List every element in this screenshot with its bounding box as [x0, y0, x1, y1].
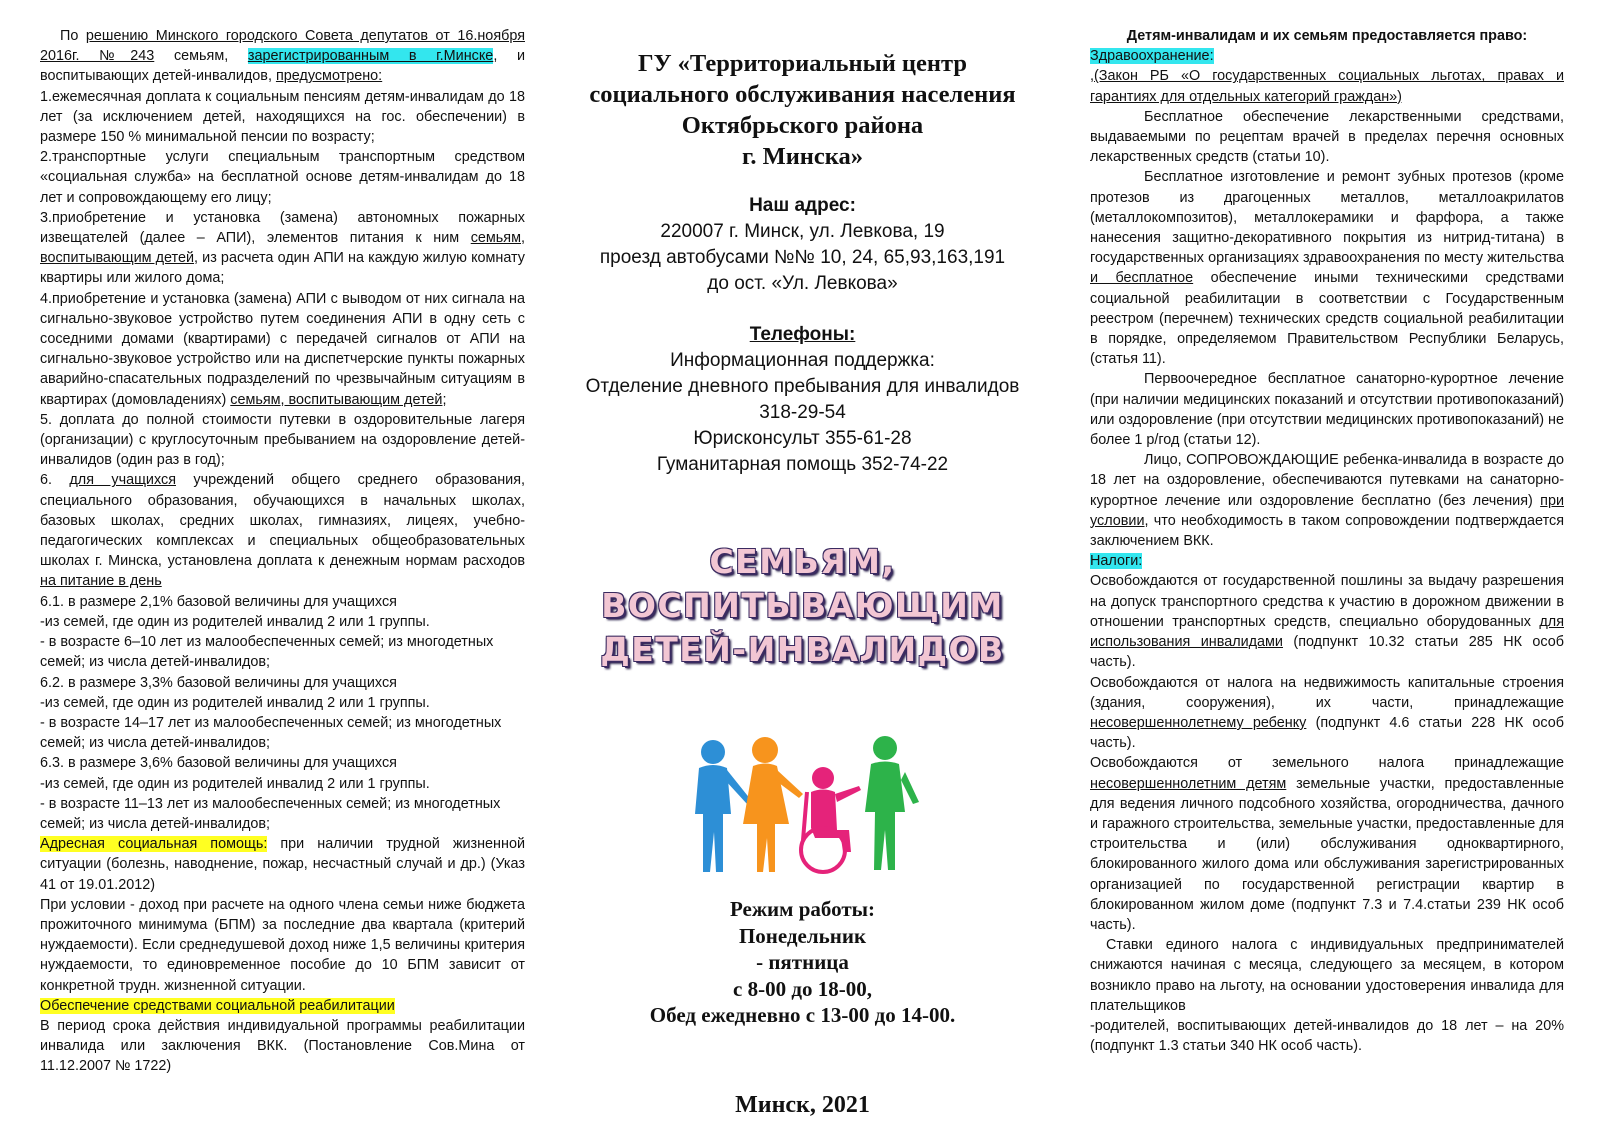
health-p4-tail: , что необходимость в таком сопровождении подтверждается заключением ВКК. [1090, 512, 1564, 550]
item-6-students: для учащихся [69, 472, 176, 489]
item-4-tail: ; [442, 391, 447, 408]
address-line-3: до ост. «Ул. Левкова» [707, 273, 898, 294]
item-6-2-line-3: - в возрасте 14–17 лет из малообеспеченных семей; из многодетных семей; из числа детей-инвалидов; [40, 714, 502, 752]
item-4 [40, 289, 525, 410]
item-3-underlined: семьям, воспитывающим детей [40, 230, 525, 267]
center-panel [565, 0, 1040, 1131]
wheelchair-child-figure [801, 767, 861, 872]
hours-line-5: Обед ежедневно с 13-00 до 14-00. [649, 1003, 956, 1027]
registered-highlight: зарегистрированным в г.Минске [247, 48, 494, 65]
city-year: Минск, 2021 [735, 1091, 870, 1118]
social-aid-highlight: Адресная социальная помощь: [40, 836, 268, 853]
health-p2-tail: обеспечение иными техническими средствами социальной реабилитации в соответствии с Государственным реестром (перечнем) технических средств социальной реабилитации в порядке, определяемом Правительством Республики Беларусь, (статья 11). [1090, 270, 1564, 368]
phone-line-1: Информационная поддержка: [670, 350, 935, 371]
item-1: 1.ежемесячная доплата к социальным пенсиям детям-инвалидам до 18 лет (за исключением детей, находящихся на гос. обеспечении) в размере 150 % минимальной пенсии по возрасту; [40, 88, 525, 146]
law-pre: , [1090, 68, 1094, 85]
children-figures-illustration [673, 732, 933, 882]
condition-paragraph: При условии - доход при расчете на одного члена семьи ниже бюджета прожиточного минимума (БПМ) за последние два квартала (критерий нуждаемости). Если среднедушевой доход ниже 1,5 величины критерия нуждаемости, то единовременное пособие до 10 БПМ зависит от конкретной трудн. жизненной ситуации. [40, 896, 525, 994]
intro-mid2: , и воспитывающих детей-инвалидов, [40, 48, 526, 85]
intro-paragraph [40, 26, 525, 87]
rehab-heading-highlight: Обеспечение средствами социальной реабилитации [40, 997, 395, 1014]
item-6-2-line-2: -из семей, где один из родителей инвалид 2 или 1 группы. [40, 694, 430, 711]
tax-label [1090, 551, 1564, 571]
item-6-3-line-3: - в возрасте 11–13 лет из малообеспеченных семей; из многодетных семей; из числа детей-инвалидов; [40, 795, 501, 832]
right-panel [1090, 0, 1564, 1131]
tax-p3 [1090, 753, 1564, 935]
orange-child-figure [743, 737, 803, 872]
address-line-2: проезд автобусами №№ 10, 24, 65,93,163,191 [599, 247, 1006, 268]
tax-p2-tail: (подпункт 4.6 статьи 228 НК особ часть). [1090, 714, 1564, 752]
item-3-tail: , из расчета один АПИ на каждую жилую комнату квартиры или жилого дома; [40, 250, 526, 287]
banner-line-3: ДЕТЕЙ-ИНВАЛИДОВ [600, 630, 1005, 669]
item-6-3-line-2: -из семей, где один из родителей инвалид 2 или 1 группы. [40, 775, 430, 792]
tax-label-highlight: Налоги: [1090, 553, 1143, 570]
health-p4-text: Лицо, СОПРОВОЖДАЮЩИЕ ребенка-инвалида в возрасте до 18 лет на оздоровление, обеспечиваются путевками на санаторно-курортное лечение или оздоровление бесплатно (без лечения) [1090, 452, 1564, 509]
health-label [1090, 46, 1564, 66]
item-6-meals: на питание в день [40, 573, 162, 590]
rehab-heading [40, 996, 525, 1016]
item-6-pre: 6. [40, 472, 70, 489]
health-p2-text: Бесплатное изготовление и ремонт зубных протезов (кроме протезов из драгоценных металлов, металлоакрилатов (металлокомпозитов), металлокерамики и фарфора, а также нанесения защитно-декоративного покрытия из нитрид-титана) в государственных организациях здравоохранения по месту жительства [1090, 169, 1564, 267]
tax-p2-text: Освобождаются от налога на недвижимость капитальные строения (здания, сооружения), их части, принадлежащие [1090, 674, 1564, 711]
hours-line-3: - пятница [756, 950, 849, 974]
green-child-figure [865, 736, 919, 870]
item-6-1-line-3: - в возрасте 6–10 лет из малообеспеченных семей; из многодетных семей; из числа детей-инвалидов; [40, 634, 494, 671]
blue-child-figure [695, 740, 751, 872]
working-hours [565, 896, 1040, 1029]
tax-p3-underlined: несовершеннолетним детям [1090, 775, 1287, 792]
hours-line-1: Режим работы: [729, 897, 876, 921]
address-heading: Наш адрес: [749, 195, 856, 216]
item-6-2-line-1: 6.2. в размере 3,3% базовой величины для учащихся [40, 674, 397, 691]
banner-line-2: ВОСПИТЫВАЮЩИМ [601, 586, 1004, 625]
social-aid [40, 834, 525, 895]
tax-p5: -родителей, воспитывающих детей-инвалидов до 18 лет – на 20% (подпункт 1.3 статьи 340 НК особ часть). [1090, 1017, 1564, 1055]
health-p4-underlined: при условии [1090, 492, 1564, 529]
item-3 [40, 208, 525, 289]
org-title-line-3: Октябрьского района [681, 112, 924, 139]
item-2: 2.транспортные услуги специальным транспортным средством «социальная служба» на бесплатной основе детям-инвалидам до 18 лет и сопровождающему его лицу; [40, 149, 525, 206]
item-6-text: учреждений общего среднего образования, специального образования, обучающихся в начальных школах, базовых школах, средних школах, гимназиях, лицеях, учебно-педагогических комплексах и специальных общеобразовательных школах г. Минска, установлена доплата к денежным нормам расходов [40, 472, 526, 570]
item-6-1-line-2: -из семей, где один из родителей инвалид 2 или 1 группы. [40, 613, 430, 630]
health-p4 [1090, 450, 1564, 551]
phone-line-2: Отделение дневного пребывания для инвалидов [585, 376, 1020, 397]
rehab-text: В период срока действия индивидуальной программы реабилитации инвалида или заключения ВКК. (Постановление Сов.Мина от 11.12.2007 № 1722) [40, 1017, 525, 1075]
law-title: (Закон РБ «О государственных социальных льготах, правах и гарантиях для отдельных категорий граждан») [1090, 68, 1564, 105]
item-6-1-line-1: 6.1. в размере 2,1% базовой величины для учащихся [40, 593, 397, 610]
health-p2 [1090, 167, 1564, 369]
social-aid-text: при наличии трудной жизненной ситуации (болезнь, наводнение, пожар, несчастный случай и др.) (Указ 41 от 19.01.2012) [40, 836, 525, 893]
banner [565, 540, 1040, 672]
phone-line-3: 318-29-54 [759, 402, 846, 423]
item-4-underlined: семьям, воспитывающим детей [230, 391, 443, 408]
tax-p2-underlined: несовершеннолетнему ребенку [1090, 714, 1307, 731]
decision-ref: решению Минского городского Совета депутатов от 16.ноября 2016г. №243 [40, 28, 525, 65]
health-p2-underlined: и бесплатное [1090, 270, 1194, 287]
address-line-1: 220007 г. Минск, ул. Левкова, 19 [660, 221, 945, 242]
health-label-highlight: Здравоохранение: [1090, 48, 1214, 65]
phone-line-5: Гуманитарная помощь 352-74-22 [656, 454, 949, 475]
item-5: 5. доплата до полной стоимости путевки в оздоровительные лагеря (организации) с круглосуточным пребыванием на оздоровление детей-инвалидов (один раз в год); [40, 411, 525, 469]
provided-label: предусмотрено: [275, 68, 383, 85]
item-4-text: 4.приобретение и установка (замена) АПИ с выводом от них сигнала на сигнально-звуковое устройство путем соединения АПИ в одну сеть с соседними домами (квартирами) с передачей сигналов от АПИ на сигнально-звуковое устройство или на диспетчерские пункты пожарных аварийно-спасательных подразделений по чрезвычайным ситуациям в квартирах (домовладениях) [40, 290, 525, 408]
item-3-text: 3.приобретение и установка (замена) автономных пожарных извещателей (далее – АПИ), элементов питания к ним [40, 209, 525, 247]
tax-p1-underlined: для использования инвалидами [1090, 613, 1564, 651]
intro-mid: семьям, [154, 48, 248, 65]
law-reference [1090, 66, 1564, 106]
intro-pre: По [60, 28, 86, 44]
tax-p3-tail: земельные участки, предоставленные для ведения личного подсобного хозяйства, огородничества, дачного и гаражного строительства, земельные участки, предоставленные для строительства и (или) обслуживания одноквартирного, блокированного жилого дома или обслуживания зарегистрированных организацией по государственной регистрации квартир в блокированном жилом доме (подпункт 7.3 и 7.4.статьи 239 НК особ часть). [1090, 775, 1564, 933]
org-title-line-1: ГУ «Территориальный центр [637, 50, 967, 77]
tax-p2 [1090, 673, 1564, 754]
tax-p4: Ставки единого налога с индивидуальных предпринимателей снижаются начиная с месяца, следующего за месяцем, в котором возникло право на льготу, на основании удостоверения инвалида для плательщиков [1090, 937, 1564, 1014]
rights-heading: Детям-инвалидам и их семьям предоставляется право: [1126, 28, 1528, 44]
banner-line-1: СЕМЬЯМ, [709, 542, 896, 581]
tax-p3-text: Освобождаются от земельного налога принадлежащие [1090, 755, 1564, 772]
tax-p1-tail: (подпункт 10.32 статьи 285 НК особ часть). [1090, 634, 1564, 671]
org-title-line-2: социального обслуживания населения [589, 81, 1016, 108]
hours-line-4: с 8-00 до 18-00, [733, 976, 872, 1001]
org-title-line-4: г. Минска» [741, 143, 864, 170]
health-p1: Бесплатное обеспечение лекарственными средствами, выдаваемыми по рецептам врачей в пределах перечня основных лекарственных средств (статьи 10). [1090, 108, 1564, 166]
phones-heading: Телефоны: [749, 324, 856, 345]
phone-line-4: Юрисконсульт 355-61-28 [693, 428, 912, 449]
health-p3: Первоочередное бесплатное санаторно-курортное лечение (при наличии медицинских показаний и отсутствии противопоказаний) или оздоровление (при отсутствии медицинских противопоказаний) не более 1 р/год (статьи 12). [1090, 371, 1564, 449]
left-panel [40, 0, 525, 1131]
item-6 [40, 470, 525, 591]
item-6-3-line-1: 6.3. в размере 3,6% базовой величины для учащихся [40, 755, 397, 772]
tax-p1 [1090, 571, 1564, 672]
tax-p1-text: Освобождаются от государственной пошлины за выдачу разрешения на допуск транспортного средства к участию в дорожном движении в отношении транспортных средств, специально оборудованных [1090, 573, 1564, 630]
hours-line-2: Понедельник [738, 923, 867, 948]
